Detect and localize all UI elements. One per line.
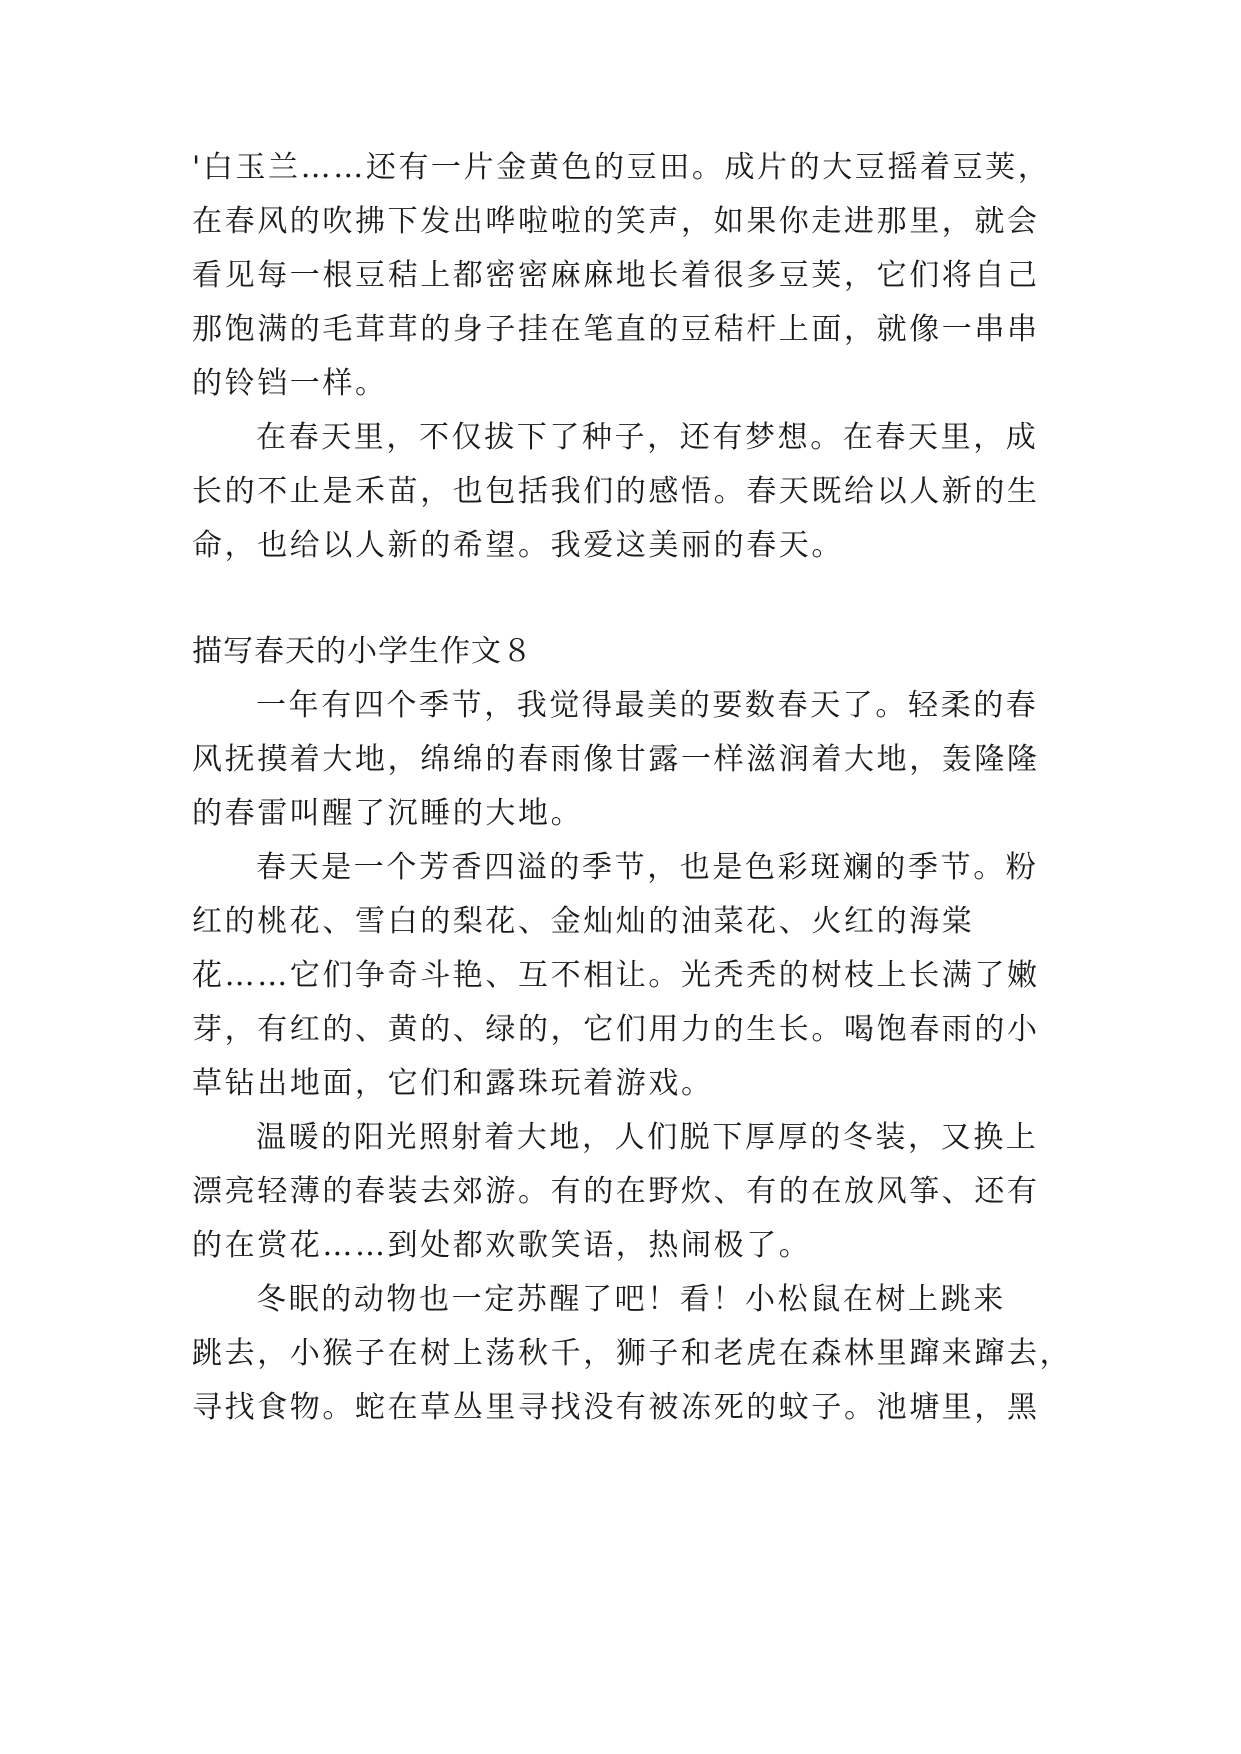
text-line: 的铃铛一样。 [192, 366, 388, 401]
text-line: 温暖的阳光照射着大地，人们脱下厚厚的冬装，又换上 [256, 1120, 1039, 1155]
section-heading: 描写春天的小学生作文８ [192, 634, 533, 669]
text-line: 一年有四个季节，我觉得最美的要数春天了。轻柔的春 [256, 688, 1039, 723]
text-line: 长的不止是禾苗，也包括我们的感悟。春天既给以人新的生 [192, 474, 1040, 509]
text-line: 漂亮轻薄的春装去郊游。有的在野炊、有的在放风筝、还有 [192, 1174, 1040, 1209]
text-line: 寻找食物。蛇在草丛里寻找没有被冻死的蚊子。池塘里，黑 [192, 1390, 1040, 1425]
text-line: 看见每一根豆秸上都密密麻麻地长着很多豆荚，它们将自己 [192, 258, 1040, 293]
text-line: 那饱满的毛茸茸的身子挂在笔直的豆秸杆上面，就像一串串 [192, 312, 1040, 347]
text-line: 在春风的吹拂下发出哗啦啦的笑声，如果你走进那里，就会 [192, 204, 1040, 239]
text-line: 春天是一个芳香四溢的季节，也是色彩斑斓的季节。粉 [256, 850, 1039, 885]
text-line: '白玉兰……还有一片金黄色的豆田。成片的大豆摇着豆荚， [192, 150, 1051, 185]
text-line: 命，也给以人新的希望。我爱这美丽的春天。 [192, 528, 844, 563]
text-line: 的春雷叫醒了沉睡的大地。 [192, 796, 584, 831]
text-line: 冬眠的动物也一定苏醒了吧！看！小松鼠在树上跳来 [256, 1282, 1006, 1317]
text-line: 芽，有红的、黄的、绿的，它们用力的生长。喝饱春雨的小 [192, 1012, 1040, 1047]
text-line: 红的桃花、雪白的梨花、金灿灿的油菜花、火红的海棠 [192, 904, 975, 939]
text-line: 在春天里，不仅拔下了种子，还有梦想。在春天里，成 [256, 420, 1039, 455]
text-line: 草钻出地面，它们和露珠玩着游戏。 [192, 1066, 714, 1101]
text-line: 风抚摸着大地，绵绵的春雨像甘露一样滋润着大地，轰隆隆 [192, 742, 1040, 777]
text-line: 花……它们争奇斗艳、互不相让。光秃秃的树枝上长满了嫩 [192, 958, 1040, 993]
text-line: 跳去，小猴子在树上荡秋千，狮子和老虎在森林里蹿来蹿去， [192, 1336, 1073, 1371]
text-line: 的在赏花……到处都欢歌笑语，热闹极了。 [192, 1228, 812, 1263]
